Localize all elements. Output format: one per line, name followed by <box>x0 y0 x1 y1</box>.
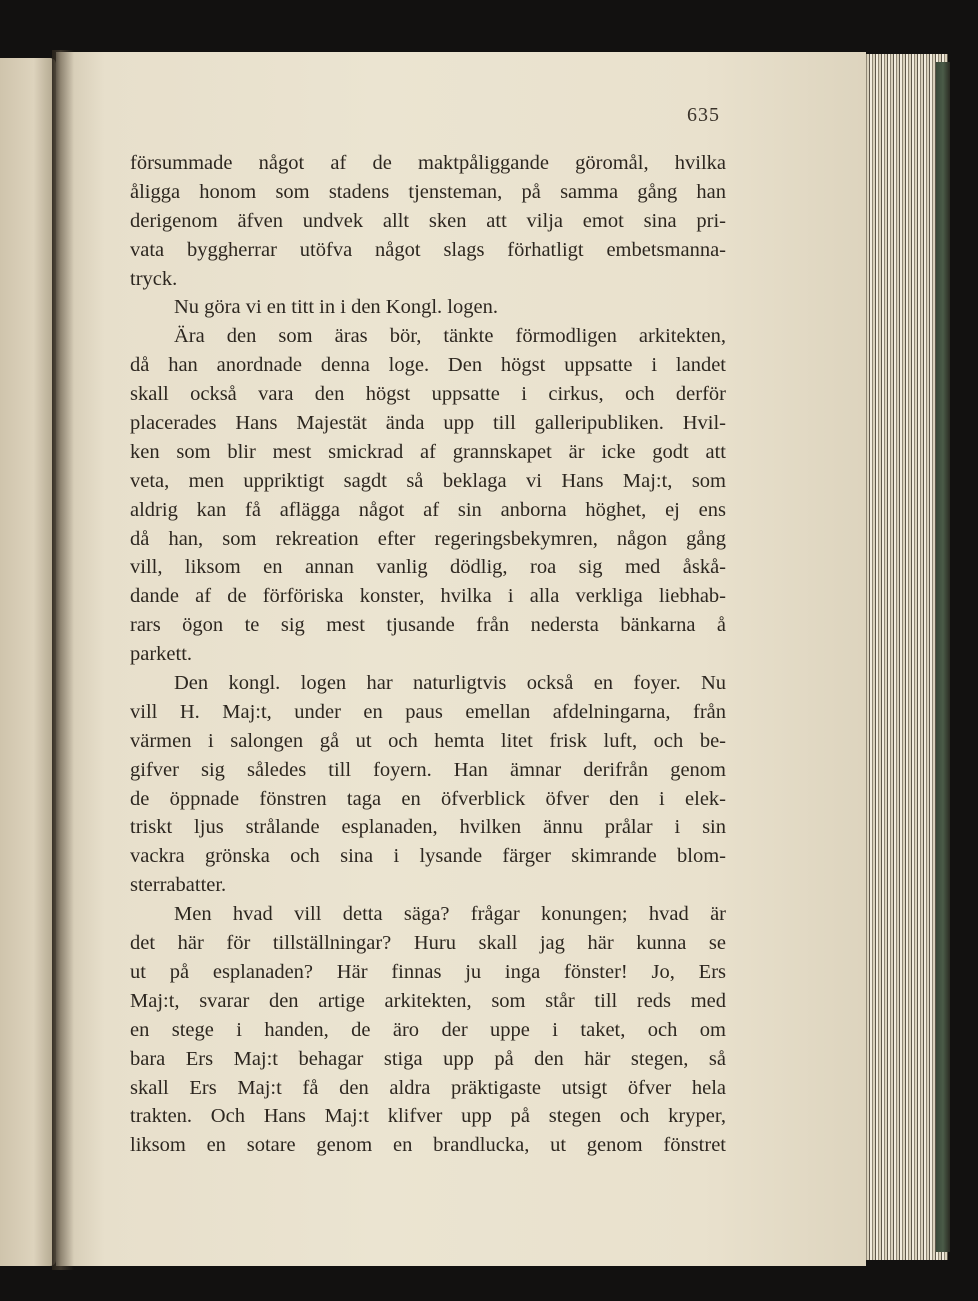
text-line: vata byggherrar utöfva något slags förhatligt embetsmanna- <box>130 238 726 261</box>
text-line: veta, men uppriktigt sagdt så beklaga vi Hans Maj:t, som <box>130 469 726 492</box>
text-line: Den kongl. logen har naturligtvis också en foyer. Nu <box>174 672 726 695</box>
text-line: skall också vara den högst uppsatte i cirkus, och derför <box>130 383 726 406</box>
text-line: trakten. Och Hans Maj:t klifver upp på stegen och kryper, <box>130 1105 726 1128</box>
text-line: Ära den som äras bör, tänkte förmodligen arkitekten, <box>174 325 726 348</box>
text-line: det här för tillställningar? Huru skall jag här kunna se <box>130 932 726 955</box>
page-edges <box>858 54 948 1260</box>
text-line: placerades Hans Majestät ända upp till galleripubliken. Hvil- <box>130 412 726 435</box>
text-line: vackra grönska och sina i lysande färger skimrande blom- <box>130 845 726 868</box>
text-line: tryck. <box>130 267 178 290</box>
text-line: aldrig kan få aflägga något af sin anborna höghet, ej ens <box>130 498 726 521</box>
text-line: vill H. Maj:t, under en paus emellan afdelningarna, från <box>130 700 726 723</box>
book-gutter <box>52 50 74 1270</box>
book-cover-edge <box>936 62 950 1252</box>
text-line: försummade något af de maktpåliggande göromål, hvilka <box>130 152 726 174</box>
text-line: rars ögon te sig mest tjusande från nedersta bänkarna å <box>130 614 726 637</box>
text-line: dande af de förföriska konster, hvilka i alla verkliga liebhab- <box>130 585 726 608</box>
text-line: gifver sig således till foyern. Han ämnar derifrån genom <box>130 758 726 781</box>
text-line: åligga honom som stadens tjensteman, på samma gång han <box>130 180 726 203</box>
text-line: vill, liksom en annan vanlig dödlig, roa sig med åskå- <box>130 556 726 579</box>
body-text <box>130 149 726 1160</box>
text-line: ken som blir mest smickrad af grannskapet är icke godt att <box>130 440 726 463</box>
text-line: de öppnade fönstren taga en öfverblick öfver den i elek- <box>130 787 726 810</box>
text-line: sterrabatter. <box>130 874 227 897</box>
text-line: en stege i handen, de äro der uppe i taket, och om <box>130 1018 726 1041</box>
text-line: då han, som rekreation efter regeringsbekymren, någon gång <box>130 527 726 550</box>
page-number: 635 <box>687 104 720 126</box>
text-line: Maj:t, svarar den artige arkitekten, som står till reds med <box>130 989 726 1012</box>
text-line: då han anordnade denna loge. Den högst uppsatte i landet <box>130 354 726 377</box>
left-facing-page <box>0 58 56 1266</box>
text-line: triskt ljus strålande esplanaden, hvilken ännu prålar i sin <box>130 816 726 839</box>
text-line: bara Ers Maj:t behagar stiga upp på den här stegen, så <box>130 1047 726 1070</box>
text-line: Nu göra vi en titt in i den Kongl. logen. <box>174 296 498 319</box>
text-line: Men hvad vill detta säga? frågar konungen; hvad är <box>174 903 726 926</box>
text-line: ut på esplanaden? Här finnas ju inga fönster! Jo, Ers <box>130 960 726 983</box>
text-line: värmen i salongen gå ut och hemta litet frisk luft, och be- <box>130 729 726 752</box>
text-line: liksom en sotare genom en brandlucka, ut genom fönstret <box>130 1134 726 1157</box>
text-line: derigenom äfven undvek allt sken att vilja emot sina pri- <box>130 209 726 232</box>
text-line: parkett. <box>130 643 193 666</box>
text-line: skall Ers Maj:t få den aldra präktigaste utsigt öfver hela <box>130 1076 726 1099</box>
